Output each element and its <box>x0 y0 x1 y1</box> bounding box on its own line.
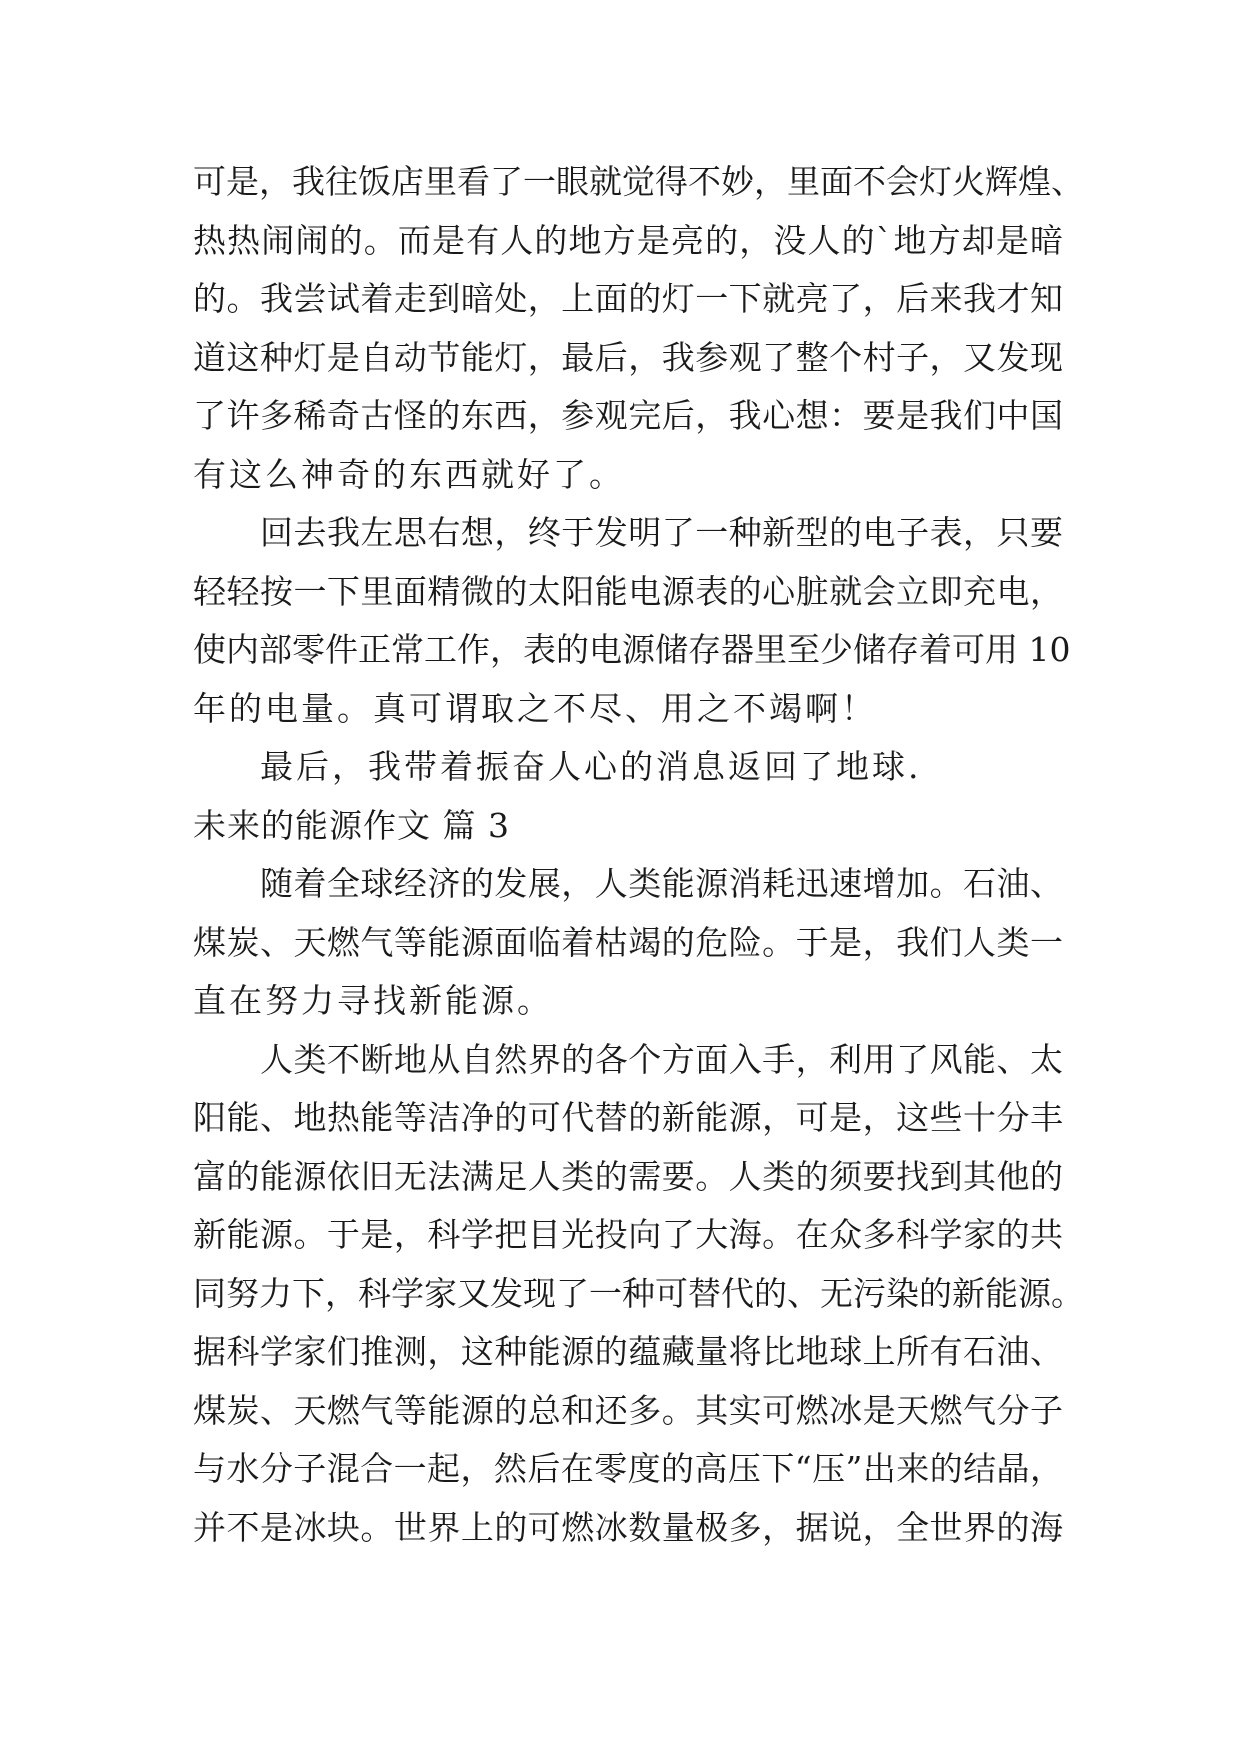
paragraph-line: 煤炭、天燃气等能源面临着枯竭的危险。于是，我们人类一 <box>193 922 1063 962</box>
paragraph-line: 回去我左思右想，终于发明了一种新型的电子表，只要 <box>260 513 1063 552</box>
paragraph-line: 的。我尝试着走到暗处，上面的灯一下就亮了，后来我才知 <box>193 279 1063 318</box>
paragraph-line: 可是，我往饭店里看了一眼就觉得不妙，里面不会灯火辉煌、 <box>193 162 1084 201</box>
paragraph-line: 并不是冰块。世界上的可燃冰数量极多，据说，全世界的海 <box>193 1507 1063 1547</box>
paragraph-line: 道这种灯是自动节能灯，最后，我参观了整个村子，又发现 <box>193 337 1063 377</box>
paragraph-line: 新能源。于是，科学把目光投向了大海。在众多科学家的共 <box>193 1215 1063 1254</box>
paragraph-line: 有这么神奇的东西就好了。 <box>193 454 625 494</box>
paragraph-line: 热热闹闹的。而是有人的地方是亮的，没人的`地方却是暗 <box>193 220 1063 260</box>
section-heading: 未来的能源作文 篇 3 <box>193 805 510 845</box>
document-body <box>193 153 1084 1557</box>
paragraph-line: 煤炭、天燃气等能源的总和还多。其实可燃冰是天燃气分子 <box>193 1390 1063 1430</box>
paragraph-line: 使内部零件正常工作，表的电源储存器里至少储存着可用 10 <box>193 630 1071 669</box>
paragraph-line: 与水分子混合一起，然后在零度的高压下“压”出来的结晶， <box>193 1449 1063 1488</box>
paragraph-line: 直在努力寻找新能源。 <box>193 981 553 1020</box>
paragraph-line: 了许多稀奇古怪的东西，参观完后，我心想：要是我们中国 <box>193 396 1063 435</box>
paragraph-line: 同努力下，科学家又发现了一种可替代的、无污染的新能源。 <box>193 1273 1084 1313</box>
paragraph-line: 人类不断地从自然界的各个方面入手，利用了风能、太 <box>260 1039 1063 1079</box>
paragraph-line: 年的电量。真可谓取之不尽、用之不竭啊！ <box>193 688 877 728</box>
paragraph-line: 富的能源依旧无法满足人类的需要。人类的须要找到其他的 <box>193 1156 1063 1196</box>
paragraph-line: 随着全球经济的发展，人类能源消耗迅速增加。石油、 <box>260 864 1063 903</box>
paragraph-line: 阳能、地热能等洁净的可代替的新能源，可是，这些十分丰 <box>193 1098 1063 1137</box>
paragraph-line: 最后，我带着振奋人心的消息返回了地球. <box>260 747 922 786</box>
paragraph-line: 轻轻按一下里面精微的太阳能电源表的心脏就会立即充电， <box>193 571 1063 611</box>
paragraph-line: 据科学家们推测，这种能源的蕴藏量将比地球上所有石油、 <box>193 1332 1063 1371</box>
